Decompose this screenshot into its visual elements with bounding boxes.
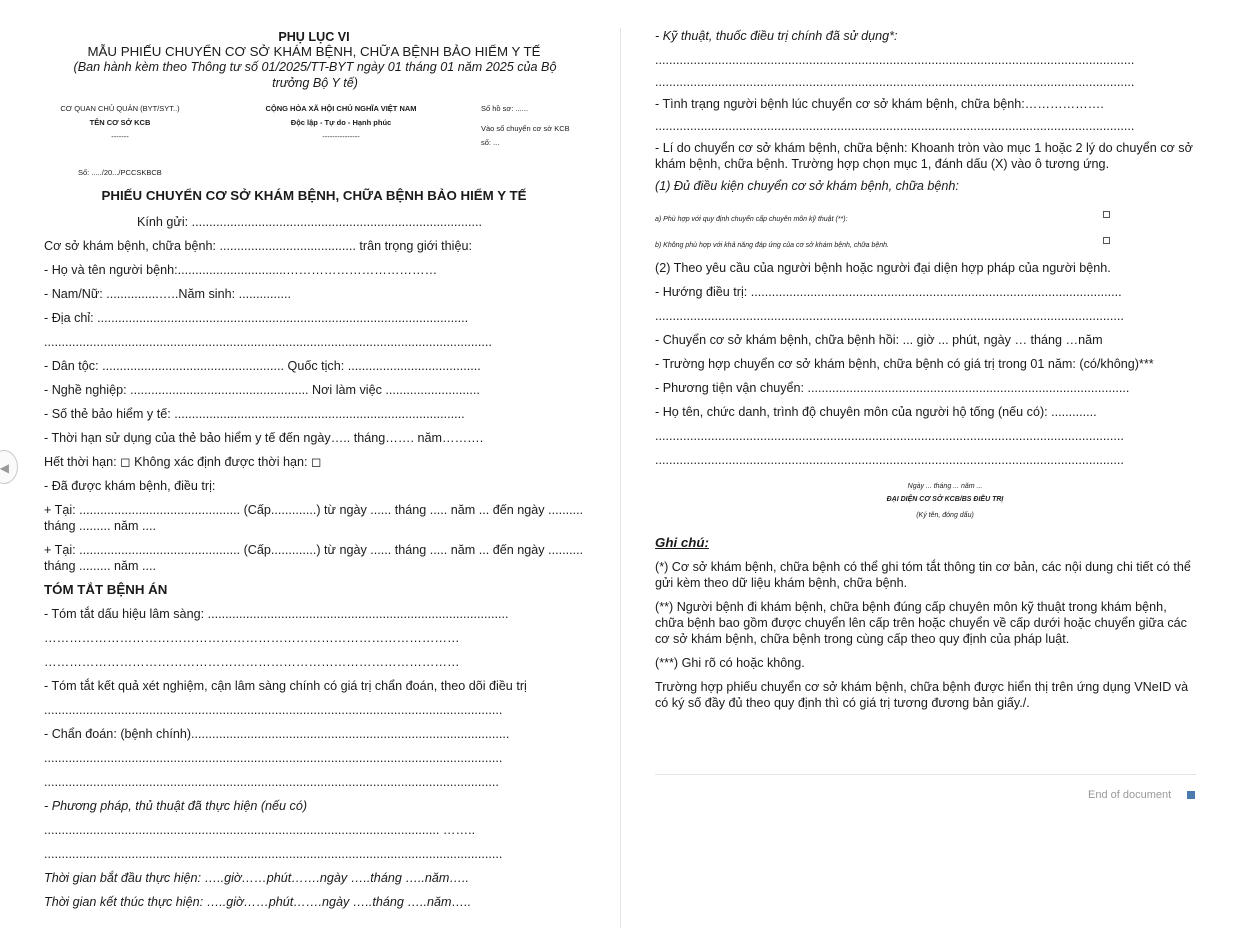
note-4: Trường hợp phiếu chuyển cơ sở khám bệnh, chữa bệnh được hiển thị trên ứng dụng VNeID và có ký số đầy đủ theo quy định thì có giá trị tương đương bản giấy./.	[655, 680, 1189, 710]
patient-condition-continuation: .........................................................................................................................................	[655, 119, 1135, 133]
option-a-row	[655, 208, 1200, 224]
clinical-signs-line: - Tóm tắt dấu hiệu lâm sàng: ......................................................................................	[44, 607, 509, 621]
diagnosis-continuation-1: ...................................................................................................................................	[44, 751, 503, 765]
prior-treatment-entry-2: + Tại: .............................................. (Cấp.............) từ ngày ...... tháng ..... năm ... đến ngày .......... tháng ......... năm ....	[44, 543, 584, 573]
footer-divider	[655, 774, 1196, 775]
record-number: Số hồ sơ: ......	[481, 104, 529, 113]
main-treatment-continuation-1: .........................................................................................................................................	[655, 53, 1135, 67]
left-column	[44, 30, 586, 918]
main-treatment-line: - Kỹ thuật, thuốc điều trị chính đã sử dụng*:	[655, 29, 898, 43]
insurance-card-line: - Số thẻ bảo hiểm y tế: ...................................................................................	[44, 407, 465, 421]
option-b-checkbox[interactable]	[1103, 237, 1110, 244]
referring-facility-line: Cơ sở khám bệnh, chữa bệnh: ....................................... trân trọng giới thiệu:	[44, 239, 472, 253]
escort-continuation-2: ......................................................................................................................................	[655, 453, 1124, 467]
start-time-line: Thời gian bắt đầu thực hiện: …..giờ……phút…….ngày …..tháng …..năm…..	[44, 871, 470, 885]
transfer-reason-line: - Lí do chuyển cơ sở khám bệnh, chữa bệnh: Khoanh tròn vào mục 1 hoặc 2 lý do chuyển cơ sở khám bệnh, chữa bệnh. Trường hợp chọn mục 1, đánh dấu (X) vào ô tương ứng.	[655, 141, 1193, 171]
note-1: (*) Cơ sở khám bệnh, chữa bệnh có thể ghi tóm tắt thông tin cơ bản, các nội dung chi tiết có thể gửi kèm theo dữ liệu khám bệnh, chữa bệnh.	[655, 560, 1191, 590]
diagnosis-continuation-2: ..................................................................................................................................	[44, 775, 499, 789]
test-results-line: - Tóm tắt kết quả xét nghiệm, cận lâm sàng chính có giá trị chẩn đoán, theo dõi điều trị	[44, 679, 527, 693]
treatment-direction-line: - Hướng điều trị: ..........................................................................................................	[655, 285, 1122, 299]
patient-request-line: (2) Theo yêu cầu của người bệnh hoặc người đại diện hợp pháp của người bệnh.	[655, 261, 1111, 275]
card-validity-line: - Thời hạn sử dụng của thẻ bảo hiểm y tế đến ngày….. tháng……. năm……….	[44, 431, 484, 445]
prior-treatment-line: - Đã được khám bệnh, điều trị:	[44, 479, 216, 493]
escort-line: - Họ tên, chức danh, trình độ chuyên môn của người hộ tống (nếu có): .............	[655, 405, 1097, 419]
escort-continuation-1: ......................................................................................................................................	[655, 429, 1124, 443]
book-number: số: ...	[481, 138, 500, 147]
appendix-label: PHỤ LỤC VI	[278, 30, 350, 44]
note-2: (**) Người bệnh đi khám bệnh, chữa bệnh đúng cấp chuyên môn kỹ thuật trong khám bệnh, chữa bệnh bao gồm được chuyển lên cấp trên hoặc chuyển về cấp dưới hoặc chuyển giữa các cơ sở khám bệnh, chữa bệnh trong cùng cấp theo quy định của pháp luật.	[655, 600, 1187, 646]
facility-underline: -------	[111, 132, 129, 141]
gender-birthyear-line: - Nam/Nữ: ...............…..Năm sinh: ...............	[44, 287, 292, 301]
transfer-book-label: Vào sổ chuyển cơ sở KCB	[481, 124, 570, 133]
transfer-time-line: - Chuyển cơ sở khám bệnh, chữa bệnh hồi: ... giờ ... phút, ngày … tháng …năm	[655, 333, 1103, 347]
end-of-document-marker-icon	[1187, 791, 1195, 799]
option-b-label: b) Không phù hợp với khả năng đáp ứng của cơ sở khám bệnh, chữa bệnh.	[655, 242, 890, 249]
end-time-line: Thời gian kết thúc thực hiện: …..giờ……phút…….ngày …..tháng …..năm…..	[44, 895, 472, 909]
option-a-checkbox[interactable]	[1103, 211, 1110, 218]
ethnicity-nationality-line: - Dân tộc: .................................................... Quốc tịch: ......................................	[44, 359, 481, 373]
signature-note: (Ký tên, đóng dấu)	[916, 512, 974, 519]
document-number: Số: ...../20.../PCCSKBCB	[78, 168, 162, 177]
end-of-document-label: End of document	[1088, 789, 1172, 801]
expiry-checkbox-line: Hết thời hạn: ◻ Không xác định được thời hạn: ◻	[44, 455, 322, 469]
test-results-continuation: ...................................................................................................................................	[44, 703, 503, 717]
main-form-title: PHIẾU CHUYỂN CƠ SỞ KHÁM BỆNH, CHỮA BỆNH BẢO HIỂM Y TẾ	[101, 188, 527, 203]
republic-name: CỘNG HÒA XÃ HỘI CHỦ NGHĨA VIỆT NAM	[265, 104, 417, 113]
previous-page-arrow-icon[interactable]: ◀	[0, 450, 18, 484]
note-3: (***) Ghi rõ có hoặc không.	[655, 656, 805, 670]
signature-date: Ngày ... tháng ... năm ...	[907, 483, 983, 490]
procedures-continuation-1: ................................................................................................................. ……..	[44, 823, 476, 837]
transport-line: - Phương tiện vận chuyển: ............................................................................................	[655, 381, 1130, 395]
address-line: - Địa chỉ: ..........................................................................................................	[44, 311, 469, 325]
issued-by-note: (Ban hành kèm theo Thông tư số 01/2025/TT-BYT ngày 01 tháng 01 năm 2025 của Bộ trưởng Bộ Y tế)	[73, 60, 557, 90]
facility-name: TÊN CƠ SỞ KCB	[89, 118, 151, 127]
eligible-transfer-line: (1) Đủ điều kiện chuyển cơ sở khám bệnh, chữa bệnh:	[655, 179, 959, 193]
main-treatment-continuation-2: .........................................................................................................................................	[655, 75, 1135, 89]
address-continuation-line: ................................................................................................................................	[44, 335, 492, 349]
recipient-line: Kính gửi: ...................................................................................	[137, 215, 483, 229]
agency-name: CƠ QUAN CHỦ QUẢN (BYT/SYT..)	[60, 104, 180, 113]
prior-treatment-entry-1: + Tại: .............................................. (Cấp.............) từ ngày ...... tháng ..... năm ... đến ngày .......... tháng ......... năm ....	[44, 503, 584, 533]
occupation-workplace-line: - Nghề nghiệp: ................................................... Nơi làm việc ...........................	[44, 383, 480, 397]
notes-title: Ghi chú:	[655, 535, 709, 550]
signature-block	[865, 482, 1025, 521]
national-motto: Độc lập - Tự do - Hạnh phúc	[290, 118, 392, 127]
form-title: MẪU PHIẾU CHUYỂN CƠ SỞ KHÁM BỆNH, CHỮA BỆNH BẢO HIỂM Y TẾ	[87, 44, 541, 59]
option-b-row	[655, 234, 1200, 250]
motto-underline: ---------------	[322, 132, 360, 141]
column-divider	[620, 28, 621, 928]
clinical-signs-continuation-1: ………………………………………………………………………………………	[44, 631, 460, 645]
document-header	[44, 103, 586, 161]
patient-name-line: - Họ và tên người bệnh:...............................………………………………	[44, 263, 438, 277]
procedures-continuation-2: ...................................................................................................................................	[44, 847, 503, 861]
clinical-signs-continuation-2: ………………………………………………………………………………………	[44, 655, 460, 669]
case-summary-title: TÓM TẮT BỆNH ÁN	[44, 582, 168, 597]
patient-condition-line: - Tình trạng người bệnh lúc chuyển cơ sở khám bệnh, chữa bệnh:……………….	[655, 97, 1104, 111]
option-a-label: a) Phù hợp với quy định chuyển cấp chuyên môn kỹ thuật (**):	[655, 216, 848, 223]
procedures-line: - Phương pháp, thủ thuật đã thực hiện (nếu có)	[44, 799, 308, 813]
diagnosis-line: - Chẩn đoán: (bệnh chính)...........................................................................................	[44, 727, 510, 741]
treatment-direction-continuation: ......................................................................................................................................	[655, 309, 1124, 323]
signature-role: ĐẠI DIỆN CƠ SỞ KCB/BS ĐIỀU TRỊ	[886, 496, 1004, 503]
annual-validity-line: - Trường hợp chuyển cơ sở khám bệnh, chữa bệnh có giá trị trong 01 năm: (có/không)***	[655, 357, 1154, 371]
right-column	[655, 28, 1200, 719]
